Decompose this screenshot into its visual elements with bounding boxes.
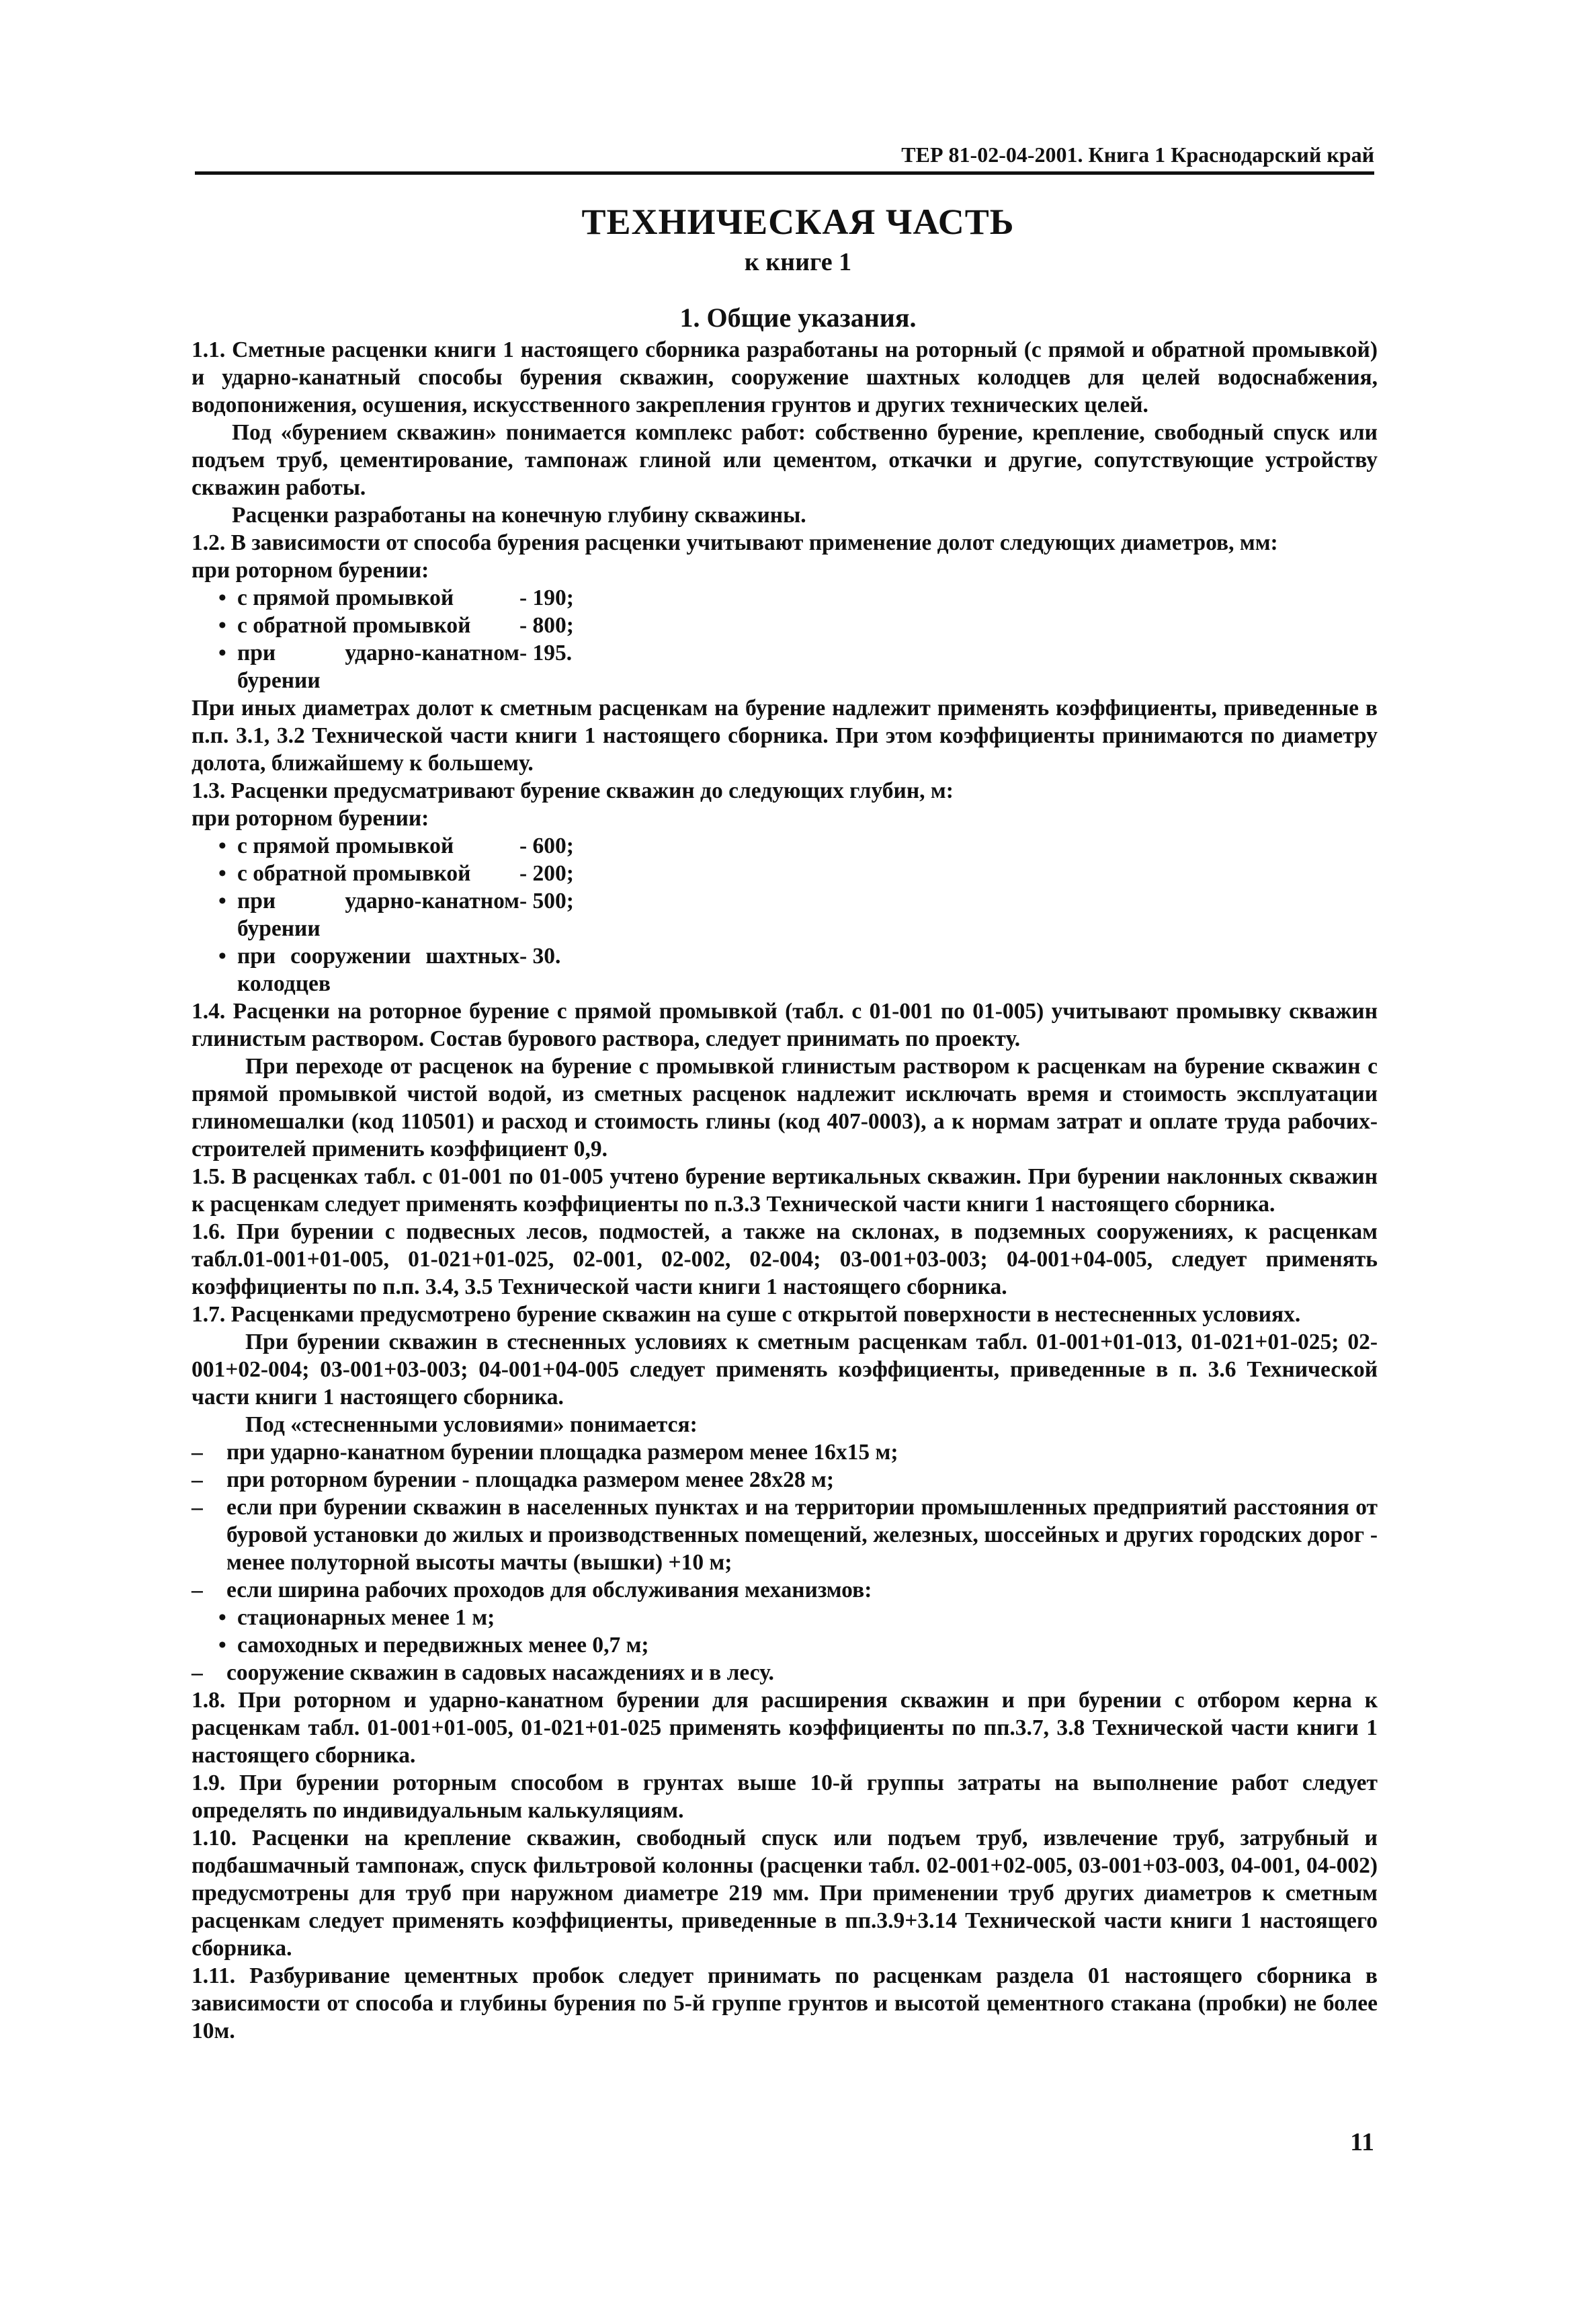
paragraph-1-11: 1.11. Разбуривание цементных пробок следует принимать по расценкам раздела 01 настоящего сборника в зависимости от способа и глубины бурения по 5-й группе грунтов и высотой цементного стакана (пробки) не более 10м. <box>192 1963 1378 2043</box>
bullet-list-1-2 <box>192 584 1378 694</box>
dash-icon: – <box>192 1440 203 1465</box>
paragraph-1-7: 1.7. Расценками предусмотрено бурение скважин на суше с открытой поверхности в нестесненных условиях. <box>192 1302 1301 1327</box>
paragraph-1-3-intro: при роторном бурении: <box>192 806 429 831</box>
paragraph-1-10: 1.10. Расценки на крепление скважин, свободный спуск или подъем труб, извлечение труб, затрубный и подбашмачный тампонаж, спуск фильтровой колонны (расценки табл. 02-001+02-005, 03-001+03-003, 04-001, 04-002) предусмотрены для труб при наружном диаметре 219 мм. При применении труб других диаметров к сметным расценкам следует применять коэффициенты, приведенные в пп.3.9+3.14 Технической части книги 1 настоящего сборника. <box>192 1826 1378 1961</box>
title-line-1: ТЕХНИЧЕСКАЯ ЧАСТЬ <box>581 202 1015 242</box>
dash-icon: – <box>192 1660 203 1685</box>
bullet-icon: • <box>218 833 226 858</box>
paragraph-1-4-b: При переходе от расценок на бурение с промывкой глинистым раствором к расценкам на бурение скважин с прямой промывкой чистой водой, из сметных расценок надлежит исключать время и стоимость эксплуатации глиномешалки (код 110501) и расход и стоимость глины (код 407-0003), а к нормам затрат и оплате труда рабочих-строителей применить коэффициент 0,9. <box>192 1054 1378 1162</box>
page-number: 11 <box>1350 2128 1374 2156</box>
document-body <box>192 336 1378 2045</box>
list-item: • с прямой промывкой - 600; <box>218 833 574 858</box>
list-item: • с прямой промывкой - 190; <box>218 585 574 610</box>
paragraph-1-7-c: Под «стесненными условиями» понимается: <box>245 1412 698 1437</box>
bullet-icon: • <box>218 1605 226 1630</box>
paragraph-1-4: 1.4. Расценки на роторное бурение с прямой промывкой (табл. с 01-001 по 01-005) учитывают промывку скважин глинистым раствором. Состав бурового раствора, следует принимать по проекту. <box>192 999 1378 1051</box>
title-line-2: к книге 1 <box>744 248 852 276</box>
bullet-icon: • <box>218 641 226 665</box>
dash-item: – при роторном бурении - площадка размером менее 28x28 м; <box>192 1467 835 1492</box>
bullet-icon: • <box>218 944 226 969</box>
paragraph-1-2: 1.2. В зависимости от способа бурения расценки учитывают применение долот следующих диаметров, мм: <box>192 530 1278 555</box>
bullet-icon: • <box>218 585 226 610</box>
paragraph-1-8: 1.8. При роторном и ударно-канатном бурении для расширения скважин и при бурении с отбором керна к расценкам табл. 01-001+01-005, 01-021+01-025 применять коэффициенты по пп.3.7, 3.8 Технической части книги 1 настоящего сборника. <box>192 1688 1378 1768</box>
dash-icon: – <box>192 1467 203 1492</box>
paragraph-1-1-c: Расценки разработаны на конечную глубину скважины. <box>232 503 806 528</box>
paragraph-1-1: 1.1. Сметные расценки книги 1 настоящего сборника разработаны на роторный (с прямой и обратной промывкой) и ударно-канатный способы бурения скважин, сооружение шахтных колодцев для целей водоснабжения, водопонижения, осушения, искусственного закрепления грунтов и других технических целей. <box>192 337 1378 417</box>
bullet-icon: • <box>218 889 226 913</box>
dash-icon: – <box>192 1578 203 1602</box>
paragraph-1-6: 1.6. При бурении с подвесных лесов, подмостей, а также на склонах, в подземных сооружениях, к расценкам табл.01-001+01-005, 01-021+01-025, 02-001, 02-002, 02-004; 03-001+03-003; 04-001+04-005, следует применять коэффициенты по п.п. 3.4, 3.5 Технической части книги 1 настоящего сборника. <box>192 1219 1378 1299</box>
section-heading: 1. Общие указания. <box>679 302 917 333</box>
paragraph-1-2-intro: при роторном бурении: <box>192 558 429 583</box>
dash-item: – сооружение скважин в садовых насаждениях и в лесу. <box>192 1660 774 1685</box>
list-item: • при сооружении шахтных колодцев - 30. <box>218 944 561 996</box>
paragraph-1-3: 1.3. Расценки предусматривают бурение скважин до следующих глубин, м: <box>192 778 954 803</box>
bullet-icon: • <box>218 613 226 638</box>
running-header: ТЕР 81-02-04-2001. Книга 1 Краснодарский край <box>195 138 1374 175</box>
bullet-list-1-3 <box>192 832 1378 997</box>
list-item: • при ударно-канатном бурении - 195. <box>218 641 573 693</box>
list-item: • с обратной промывкой - 200; <box>218 861 574 886</box>
paragraph-1-1-b: Под «бурением скважин» понимается комплекс работ: собственно бурение, крепление, свободный спуск или подъем труб, цементирование, тампонаж глиной или цементом, откачки и другие, сопутствующие устройству скважин работы. <box>192 420 1378 500</box>
paragraph-1-7-b: При бурении скважин в стесненных условиях к сметным расценкам табл. 01-001+01-013, 01-021+01-025; 02-001+02-004; 03-001+03-003; 04-001+04-005 следует применять коэффициенты, приведенные в п. 3.6 Технической части книги 1 настоящего сборника. <box>192 1330 1378 1410</box>
dash-icon: – <box>192 1495 203 1520</box>
bullet-icon: • <box>218 861 226 886</box>
sub-list-item: • самоходных и передвижных менее 0,7 м; <box>218 1633 649 1658</box>
list-item: • при ударно-канатном бурении - 500; <box>218 889 574 941</box>
bullet-icon: • <box>218 1633 226 1658</box>
sub-list-item: • стационарных менее 1 м; <box>218 1605 495 1630</box>
paragraph-1-9: 1.9. При бурении роторным способом в грунтах выше 10-й группы затраты на выполнение работ следует определять по индивидуальным калькуляциям. <box>192 1770 1378 1823</box>
document-title <box>0 198 1596 279</box>
paragraph-1-5: 1.5. В расценках табл. с 01-001 по 01-005 учтено бурение вертикальных скважин. При бурении наклонных скважин к расценкам следует применять коэффициенты по п.3.3 Технической части книги 1 настоящего сборника. <box>192 1164 1378 1217</box>
dash-item: – если при бурении скважин в населенных пунктах и на территории промышленных предприятий расстояния от буровой установки до жилых и производственных помещений, железных, шоссейных и других городских дорог - менее полуторной высоты мачты (вышки) +10 м; <box>192 1495 1378 1575</box>
list-item: • с обратной промывкой - 800; <box>218 613 574 638</box>
paragraph-1-2-b: При иных диаметрах долот к сметным расценкам на бурение надлежит применять коэффициенты, приведенные в п.п. 3.1, 3.2 Технической части книги 1 настоящего сборника. При этом коэффициенты принимаются по диаметру долота, ближайшему к большему. <box>192 696 1378 776</box>
dash-item: – при ударно-канатном бурении площадка размером менее 16x15 м; <box>192 1440 898 1465</box>
dash-item: – если ширина рабочих проходов для обслуживания механизмов: <box>192 1578 872 1602</box>
